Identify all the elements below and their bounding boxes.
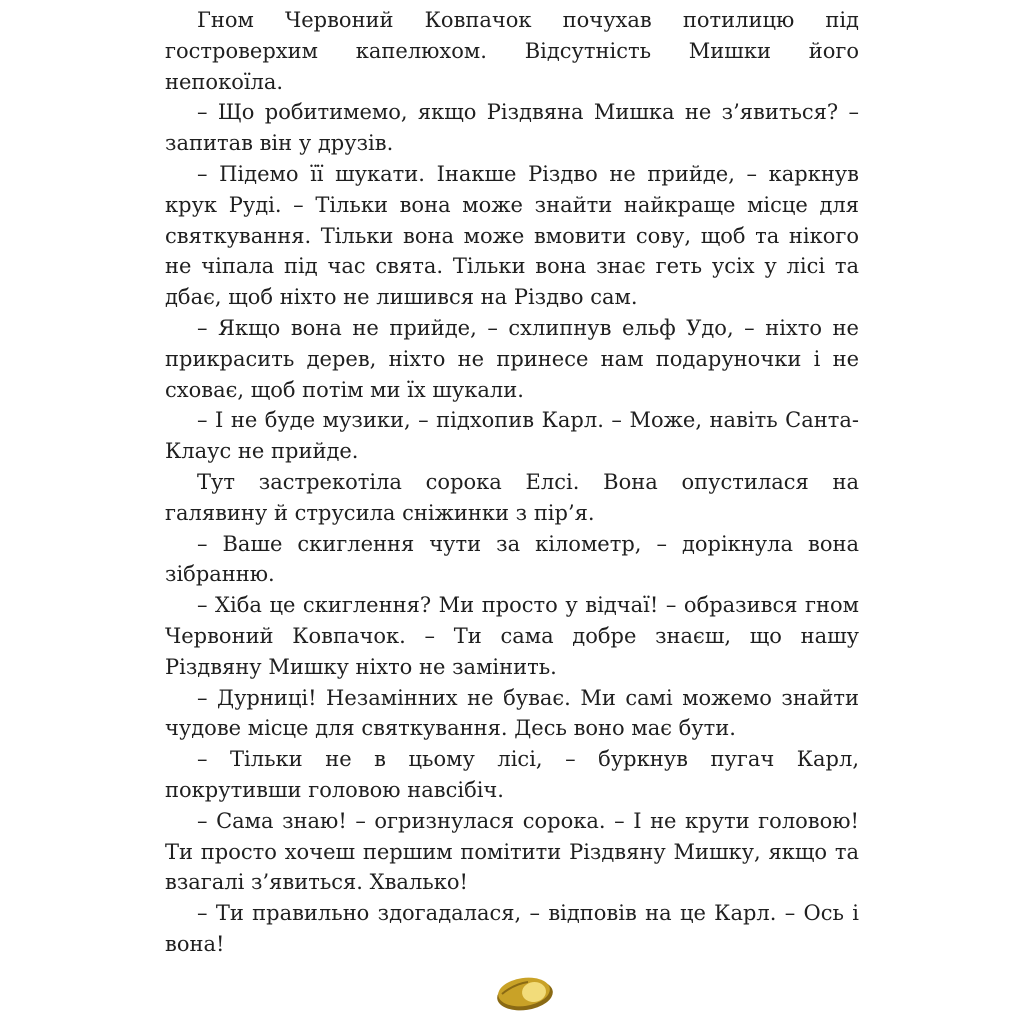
paragraph: – Якщо вона не прийде, – схлипнув ельф Удо, – ніхто не прикрасить дерев, ніхто не принесе нам подаруночки і не сховає, щоб потім ми їх шукали. <box>165 315 859 402</box>
paragraph: – Хіба це скиглення? Ми просто у відчаї! – образився гном Червоний Ковпачок. – Ти сама добре знаєш, що нашу Різдвяну Мишку ніхто не замінить. <box>165 593 859 679</box>
paragraph: – Тільки не в цьому лісі, – буркнув пугач Карл, покрутивши головою навсібіч. <box>165 747 859 802</box>
golden-nut-icon <box>494 970 556 1014</box>
paragraph: – Дурниці! Незамінних не буває. Ми самі можемо знайти чудове місце для святкування. Десь воно має бути. <box>165 685 859 741</box>
story-text <box>165 5 859 960</box>
paragraph: – Сама знаю! – огризнулася сорока. – І не крути головою! Ти просто хочеш першим помітити Різдвяну Мишку, якщо та взагалі з’явиться. Хвалько! <box>165 808 859 895</box>
paragraph: Гном Червоний Ковпачок почухав потилицю під гостроверхим капелюхом. Відсутність Мишки його непокоїла. <box>165 8 859 94</box>
paragraph: Тут застрекотіла сорока Елсі. Вона опустилася на галявину й струсила сніжинки з пір’я. <box>165 469 859 525</box>
paragraph: – Ваше скиглення чути за кілометр, – дорікнула вона зібранню. <box>165 531 859 587</box>
paragraph: – Підемо її шукати. Інакше Різдво не прийде, – каркнув крук Руді. – Тільки вона може знайти найкраще місце для святкування. Тільки вона може вмовити сову, щоб та нікого не чіпала під час свята. Тільки вона знає геть усіх у лісі та дбає, щоб ніхто не лишився на Різдво сам. <box>165 161 859 310</box>
paragraph: – Що робитимемо, якщо Різдвяна Мишка не з’явиться? – запитав він у друзів. <box>165 100 859 156</box>
paragraph: – І не буде музики, – підхопив Карл. – Може, навіть Санта-Клаус не прийде. <box>165 408 859 464</box>
paragraph: – Ти правильно здогадалася, – відповів на це Карл. – Ось і вона! <box>165 901 859 956</box>
